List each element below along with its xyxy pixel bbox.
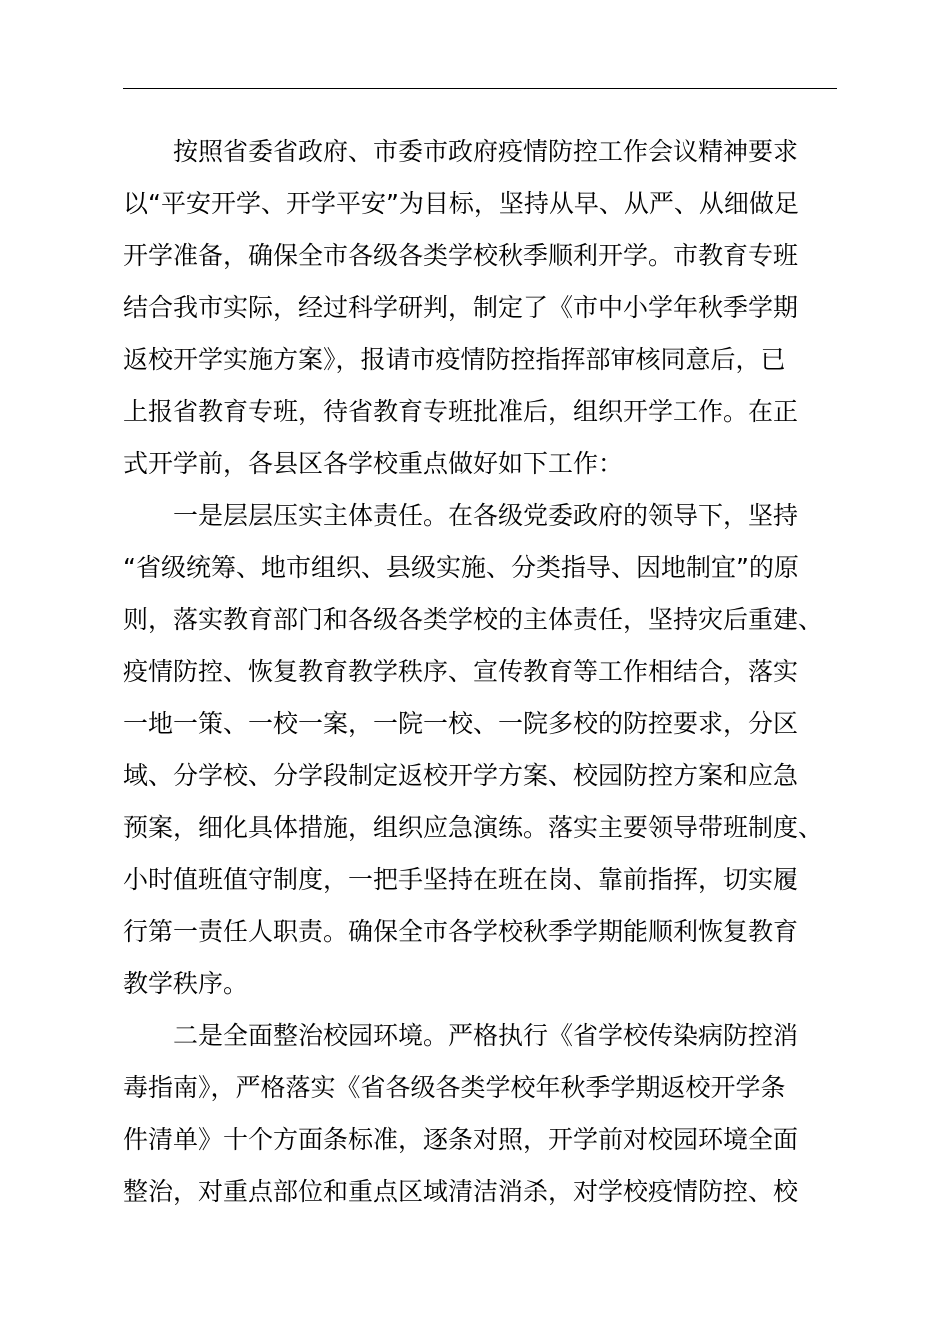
text-line: 一地一策、一校一案，一院一校、一院多校的防控要求，分区 [123, 709, 799, 738]
text-line: 以“平安开学、开学平安”为目标，坚持从早、从严、从细做足 [123, 189, 799, 218]
body-text [123, 126, 837, 1218]
text-line: 毒指南》，严格落实《省各级各类学校年秋季学期返校开学条 [123, 1073, 786, 1102]
text-line: 小时值班值守制度，一把手坚持在班在岗、靠前指挥，切实履 [123, 865, 799, 894]
paragraph-point-one [123, 490, 837, 1010]
text-line: 结合我市实际，经过科学研判，制定了《市中小学年秋季学期 [123, 293, 799, 322]
text-line: 教学秩序。 [123, 969, 249, 998]
text-line: 按照省委省政府、市委市政府疫情防控工作会议精神要求 [123, 137, 799, 166]
paragraph-intro [123, 126, 837, 490]
header-rule [123, 88, 837, 89]
text-line: 则，落实教育部门和各级各类学校的主体责任，坚持灾后重建、 [123, 605, 824, 634]
text-line: 行第一责任人职责。确保全市各学校秋季学期能顺利恢复教育 [123, 917, 799, 946]
text-line: 开学准备，确保全市各级各类学校秋季顺利开学。市教育专班 [123, 241, 799, 270]
text-line: 返校开学实施方案》，报请市疫情防控指挥部审核同意后，已 [123, 345, 786, 374]
text-line: 预案，细化具体措施，组织应急演练。落实主要领导带班制度、 [123, 813, 824, 842]
text-line: 域、分学校、分学段制定返校开学方案、校园防控方案和应急 [123, 761, 799, 790]
text-line: 一是层层压实主体责任。在各级党委政府的领导下，坚持 [123, 501, 799, 530]
text-line: 整治，对重点部位和重点区域清洁消杀，对学校疫情防控、校 [123, 1177, 799, 1206]
text-line: 疫情防控、恢复教育教学秩序、宣传教育等工作相结合，落实 [123, 657, 799, 686]
text-line: 二是全面整治校园环境。严格执行《省学校传染病防控消 [123, 1021, 799, 1050]
text-line: 件清单》十个方面条标准，逐条对照，开学前对校园环境全面 [123, 1125, 799, 1154]
paragraph-point-two [123, 1010, 837, 1218]
text-line: 上报省教育专班，待省教育专班批准后，组织开学工作。在正 [123, 397, 799, 426]
text-line: 式开学前，各县区各学校重点做好如下工作： [123, 449, 624, 478]
text-line: “省级统筹、地市组织、县级实施、分类指导、因地制宜”的原 [123, 553, 799, 582]
